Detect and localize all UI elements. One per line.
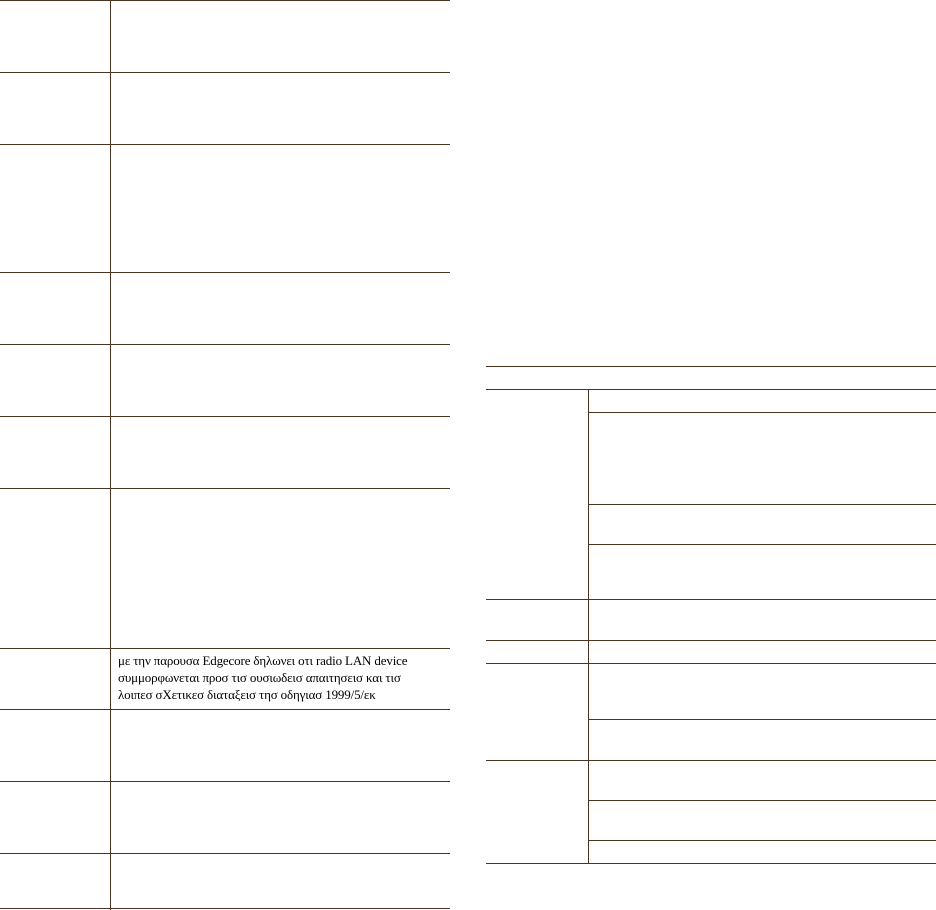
left-table-row-border [0,272,450,273]
right-table-row-border [486,599,936,600]
left-table-column-divider [110,0,111,910]
greek-declaration-text [118,652,452,703]
left-table-row-border [0,144,450,145]
right-table-header-rule [486,389,936,390]
left-table-row-border [0,781,450,782]
left-table-row-border [0,72,450,73]
right-table-row-border [486,640,936,641]
right-table-bottom-rule [486,863,936,864]
right-table-row-border [486,760,936,761]
left-table-row-border [0,488,450,489]
right-table-row-border [486,663,936,664]
left-table-row-border [0,709,450,710]
greek-declaration-line-1: με την παρουσα Edgecore δηλωνει οτι radio LAN device [118,653,408,668]
right-table-top-rule [486,366,936,367]
left-table-row-border [0,416,450,417]
greek-declaration-line-3: λοιπεσ σΧετικεσ διαταξεισ τησ οδηγιασ 1999/5/εκ [118,687,376,702]
right-table-subrow-border [589,412,936,413]
greek-declaration-line-2: συμμορφωνεται προσ τισ ουσιωδεισ απαιτησεισ και τισ [118,670,401,685]
right-table-subrow-border [589,504,936,505]
left-table-row-border [0,908,450,909]
right-table-subrow-border [589,800,936,801]
right-table-subrow-border [589,719,936,720]
right-table-column-divider [588,389,589,864]
right-table-subrow-border [589,544,936,545]
left-table-row-border [0,344,450,345]
right-table-subrow-border [589,840,936,841]
left-table-row-border [0,853,450,854]
left-table-row-border [0,648,450,649]
left-table-row-border [0,0,450,1]
